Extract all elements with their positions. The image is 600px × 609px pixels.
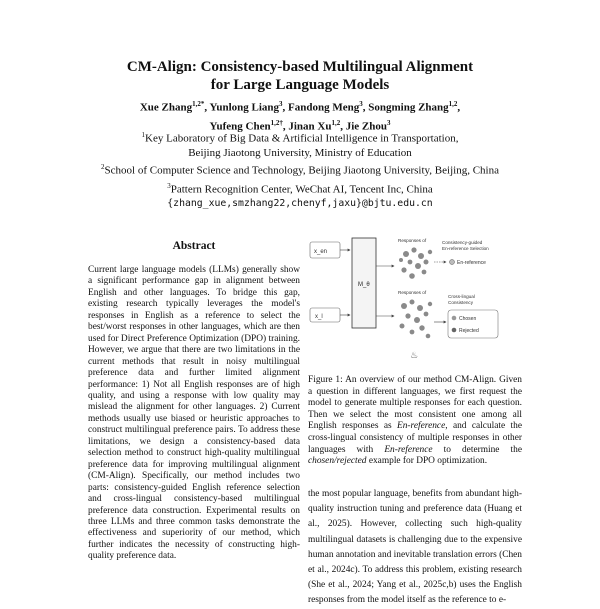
cross-lingual-label: Cross-lingual xyxy=(448,294,475,299)
affil-number: 3 xyxy=(167,181,171,190)
author-sep: , xyxy=(282,101,289,114)
author-name: Yufeng Chen xyxy=(209,120,271,133)
author-affil: 1,2 xyxy=(331,118,341,127)
caption-text: example for DPO optimization. xyxy=(366,456,488,467)
overview-figure xyxy=(306,236,514,366)
flame-icon: ♨ xyxy=(410,350,419,360)
author-sep: , xyxy=(457,101,461,114)
abstract-heading: Abstract xyxy=(172,240,216,252)
affiliation-3 xyxy=(0,179,600,197)
affiliation-1-line-2: Beijing Jiaotong University, Ministry of Education xyxy=(188,147,412,160)
author-affil: 1,2 xyxy=(192,100,201,108)
author-email[interactable]: {zhang_xue,smzhang22,chenyf,jaxu}@bjtu.edu.cn xyxy=(167,197,433,209)
affiliation-list xyxy=(0,128,600,211)
affil-text: Pattern Recognition Center, WeChat AI, Tencent Inc, China xyxy=(170,183,433,196)
caption-text: Figure 1: An overview of our method CM-Align. Given a question in different languages, we first request the model to generate multiple responses for each question. Then we select the most consistent one among all English responses as xyxy=(308,375,522,432)
affil-number: 1 xyxy=(141,131,146,139)
overview-diagram xyxy=(306,236,514,366)
author-sep: , xyxy=(362,101,369,114)
consistency-label: Consistency xyxy=(448,300,474,305)
input-other-label: x_l xyxy=(315,314,323,320)
author-name: Songming Zhang xyxy=(368,101,449,114)
caption-emphasis: En-reference xyxy=(384,444,433,455)
chosen-label: Chosen xyxy=(459,316,477,322)
author-name: Yunlong Liang xyxy=(209,101,280,114)
author-name: Xue Zhang xyxy=(139,101,193,114)
author-name: Jie Zhou xyxy=(345,120,387,133)
paper-title xyxy=(0,58,600,94)
responses-en-label: Responses of xyxy=(398,238,427,243)
consistency-guided-label: Consistency-guided xyxy=(442,240,483,245)
author-sep: , xyxy=(340,120,346,133)
english-response-cluster xyxy=(399,247,432,278)
author-affil: 3 xyxy=(359,100,363,108)
affil-number: 2 xyxy=(101,163,105,172)
other-language-response-cluster xyxy=(400,300,433,339)
affiliation-2 xyxy=(0,160,600,178)
author-affil: 3 xyxy=(279,100,283,108)
author-mark: † xyxy=(279,118,283,127)
en-reference-dot xyxy=(450,260,455,265)
chosen-dot xyxy=(452,316,457,321)
affil-text: Key Laboratory of Big Data & Artificial Intelligence in Transportation, xyxy=(145,132,459,145)
rejected-dot xyxy=(452,328,457,333)
author-name: Fandong Meng xyxy=(288,101,360,114)
caption-emphasis: En-reference xyxy=(397,421,446,432)
author-affil: 1,2 xyxy=(270,118,280,127)
author-affil: 1,2 xyxy=(448,100,458,108)
caption-text: to determine the xyxy=(432,444,522,455)
author-sep: , xyxy=(282,120,289,133)
rejected-label: Rejected xyxy=(459,328,479,334)
model-label: M_θ xyxy=(358,282,370,288)
caption-emphasis: chosen/rejected xyxy=(308,456,367,467)
author-affil: 3 xyxy=(386,118,391,127)
title-line-1: CM-Align: Consistency-based Multilingual Alignment xyxy=(126,59,474,75)
figure-caption xyxy=(308,375,522,468)
title-line-2: for Large Language Models xyxy=(210,77,390,93)
author-line-1 xyxy=(0,97,600,116)
author-mark: * xyxy=(200,100,205,108)
body-column-2: the most popular language, benefits from abundant high-quality instruction tuning and preference data (Huang et al., 2025). However, collecting such high-quality multilingual datasets is challenging due to the expensive human annotation and inevitable translation errors (Chen et al., 2024c). To address this problem, existing research (She et al., 2024; Yang et al., 2025c,b) uses the English responses from the model itself as the reference to e- xyxy=(308,489,522,606)
caption-text: , and calculate the cross-lingual consistency of multiple responses in other languages with xyxy=(308,421,522,455)
author-sep: , xyxy=(204,101,210,114)
input-en-label: x_en xyxy=(314,249,328,255)
affil-text: School of Computer Science and Technology, Beijing Jiaotong University, Beijing, China xyxy=(104,165,499,178)
en-reference-label: En-reference xyxy=(457,260,486,266)
author-name: Jinan Xu xyxy=(288,120,332,133)
reference-selection-label: En-reference Selection xyxy=(442,246,489,251)
abstract-body: Current large language models (LLMs) generally show a significant performance gap in alignment between English and other languages. To bridge this gap, existing research typically leverages the model's responses in English as a reference to select the best/worst responses in other languages, which are then used for Direct Preference Optimization (DPO) training. However, we argue that there are two limitations in the current methods that result in noisy multilingual preference data and further limited alignment performance: 1) Not all English responses are of high quality, and using a response with low quality may mislead the alignment for other languages. 2) Current methods usually use biased or heuristic approaches to construct multilingual preference pairs. To address these limitations, we design a consistency-based data selection method to construct high-quality multilingual preference data for improving multilingual alignment (CM-Align). Specifically, our method includes two parts: consistency-guided English reference selection and cross-lingual consistency-based multilingual preference data construction. Experimental results on three LLMs and three common tasks demonstrate the effectiveness and superiority of our method, which further indicates the necessity of constructing high-quality preference data. xyxy=(88,265,300,562)
responses-other-label: Responses of xyxy=(398,290,427,295)
affiliation-1 xyxy=(0,128,600,146)
